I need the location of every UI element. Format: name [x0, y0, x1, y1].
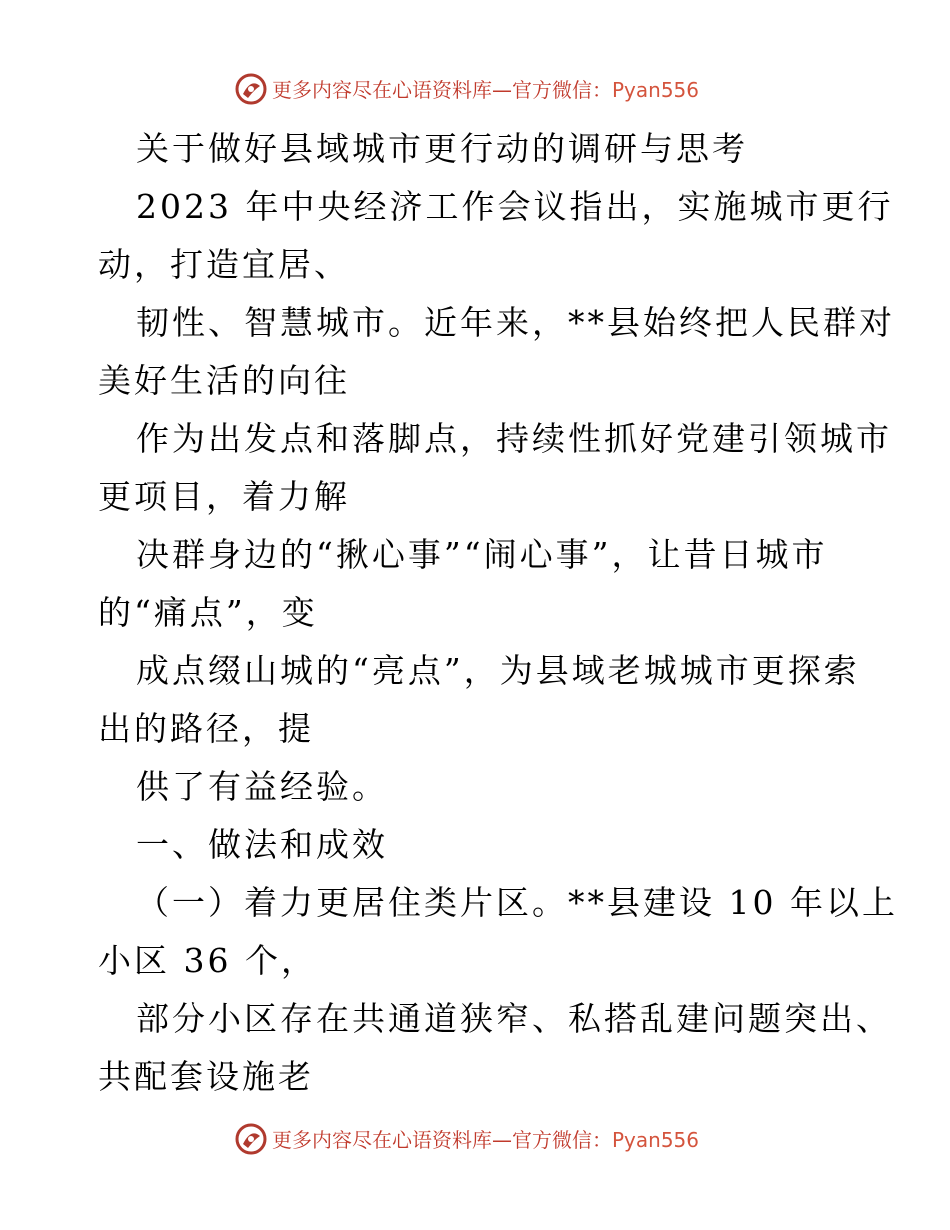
header-banner-text — [272, 76, 699, 104]
header-wechat-id: Pyan556 — [612, 78, 700, 102]
footer-banner-text — [272, 1126, 699, 1154]
footer-wechat-id: Pyan556 — [612, 1128, 700, 1152]
document-line: 作为出发点和落脚点，持续性抓好党建引领城市 — [136, 419, 892, 458]
document-line: 韧性、智慧城市。近年来，**县始终把人民群对 — [136, 303, 895, 342]
document-line: 更项目，着力解 — [98, 477, 350, 516]
footer-banner — [0, 1120, 950, 1160]
document-line: 供了有益经验。 — [136, 767, 388, 806]
document-line: 美好生活的向往 — [98, 361, 350, 400]
logo-icon — [234, 72, 268, 106]
header-banner — [0, 70, 950, 110]
document-line: 2023 年中央经济工作会议指出，实施城市更行 — [136, 187, 894, 226]
document-line: 关于做好县域城市更行动的调研与思考 — [136, 129, 748, 168]
document-line: 的“痛点”，变 — [98, 593, 318, 632]
document-line: 出的路径，提 — [98, 709, 314, 748]
document-line: 小区 36 个， — [98, 941, 317, 980]
document-line: 一、做法和成效 — [136, 825, 388, 864]
logo-icon — [234, 1122, 268, 1156]
document-line: 成点缀山城的“亮点”，为县域老城城市更探索 — [136, 651, 860, 690]
document-line: 动，打造宜居、 — [98, 245, 350, 284]
document-line: 决群身边的“揪心事”“闹心事”，让昔日城市 — [136, 535, 828, 574]
footer-banner-label: 更多内容尽在心语资料库—官方微信： — [272, 1128, 612, 1152]
header-banner-label: 更多内容尽在心语资料库—官方微信： — [272, 78, 612, 102]
document-line: （一）着力更居住类片区。**县建设 10 年以上 — [136, 883, 898, 922]
document-body — [98, 120, 898, 1106]
document-line: 部分小区存在共通道狭窄、私搭乱建问题突出、 — [136, 999, 892, 1038]
document-line: 共配套设施老 — [98, 1057, 314, 1096]
